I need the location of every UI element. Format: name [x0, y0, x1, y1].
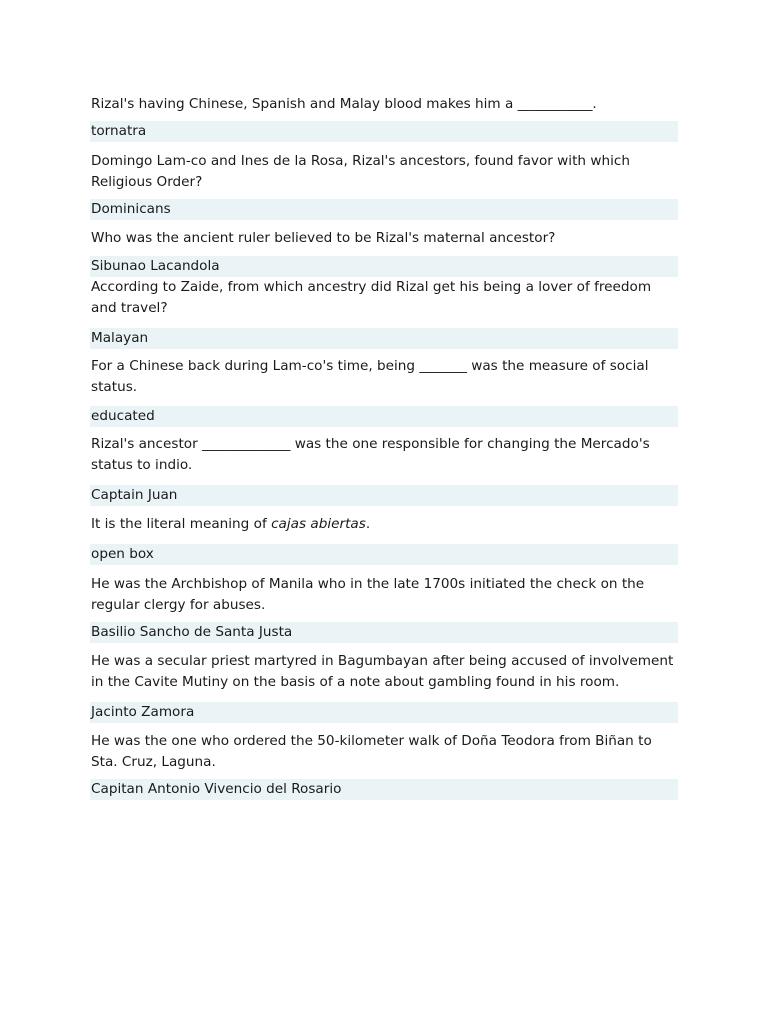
- question-1: Rizal's having Chinese, Spanish and Malay blood makes him a ___________.: [91, 96, 597, 112]
- question-7: [90, 514, 678, 535]
- answer-10: Capitan Antonio Vivencio del Rosario: [90, 779, 678, 800]
- answer-9: Jacinto Zamora: [90, 702, 678, 723]
- question-8: He was the Archbishop of Manila who in the late 1700s initiated the check on the regular clergy for abuses.: [91, 576, 645, 613]
- question-9: He was a secular priest martyred in Bagumbayan after being accused of involvement in the Cavite Mutiny on the basis of a note about gambling found in his room.: [91, 653, 674, 690]
- answer-4: Malayan: [90, 328, 678, 349]
- answer-7: open box: [90, 544, 678, 565]
- question-10: He was the one who ordered the 50-kilometer walk of Doña Teodora from Biñan to Sta. Cruz, Laguna.: [91, 733, 652, 770]
- question-2: Domingo Lam-co and Ines de la Rosa, Rizal's ancestors, found favor with which Religious Order?: [91, 153, 630, 190]
- question-4: According to Zaide, from which ancestry did Rizal get his being a lover of freedom and travel?: [91, 279, 652, 316]
- answer-5: educated: [90, 406, 678, 427]
- answer-3: Sibunao Lacandola: [90, 256, 678, 277]
- question-6: Rizal's ancestor _____________ was the one responsible for changing the Mercado's status to indio.: [91, 436, 650, 473]
- answer-8: Basilio Sancho de Santa Justa: [90, 622, 678, 643]
- question-7-italic: cajas abiertas: [271, 516, 366, 532]
- answer-1: tornatra: [90, 121, 678, 142]
- answer-2: Dominicans: [90, 199, 678, 220]
- question-3: Who was the ancient ruler believed to be Rizal's maternal ancestor?: [91, 230, 556, 246]
- question-5: For a Chinese back during Lam-co's time, being _______ was the measure of social status.: [91, 358, 649, 395]
- question-7-suffix: .: [365, 516, 371, 532]
- answer-6: Captain Juan: [90, 485, 678, 506]
- question-7-prefix: It is the literal meaning of: [91, 516, 272, 532]
